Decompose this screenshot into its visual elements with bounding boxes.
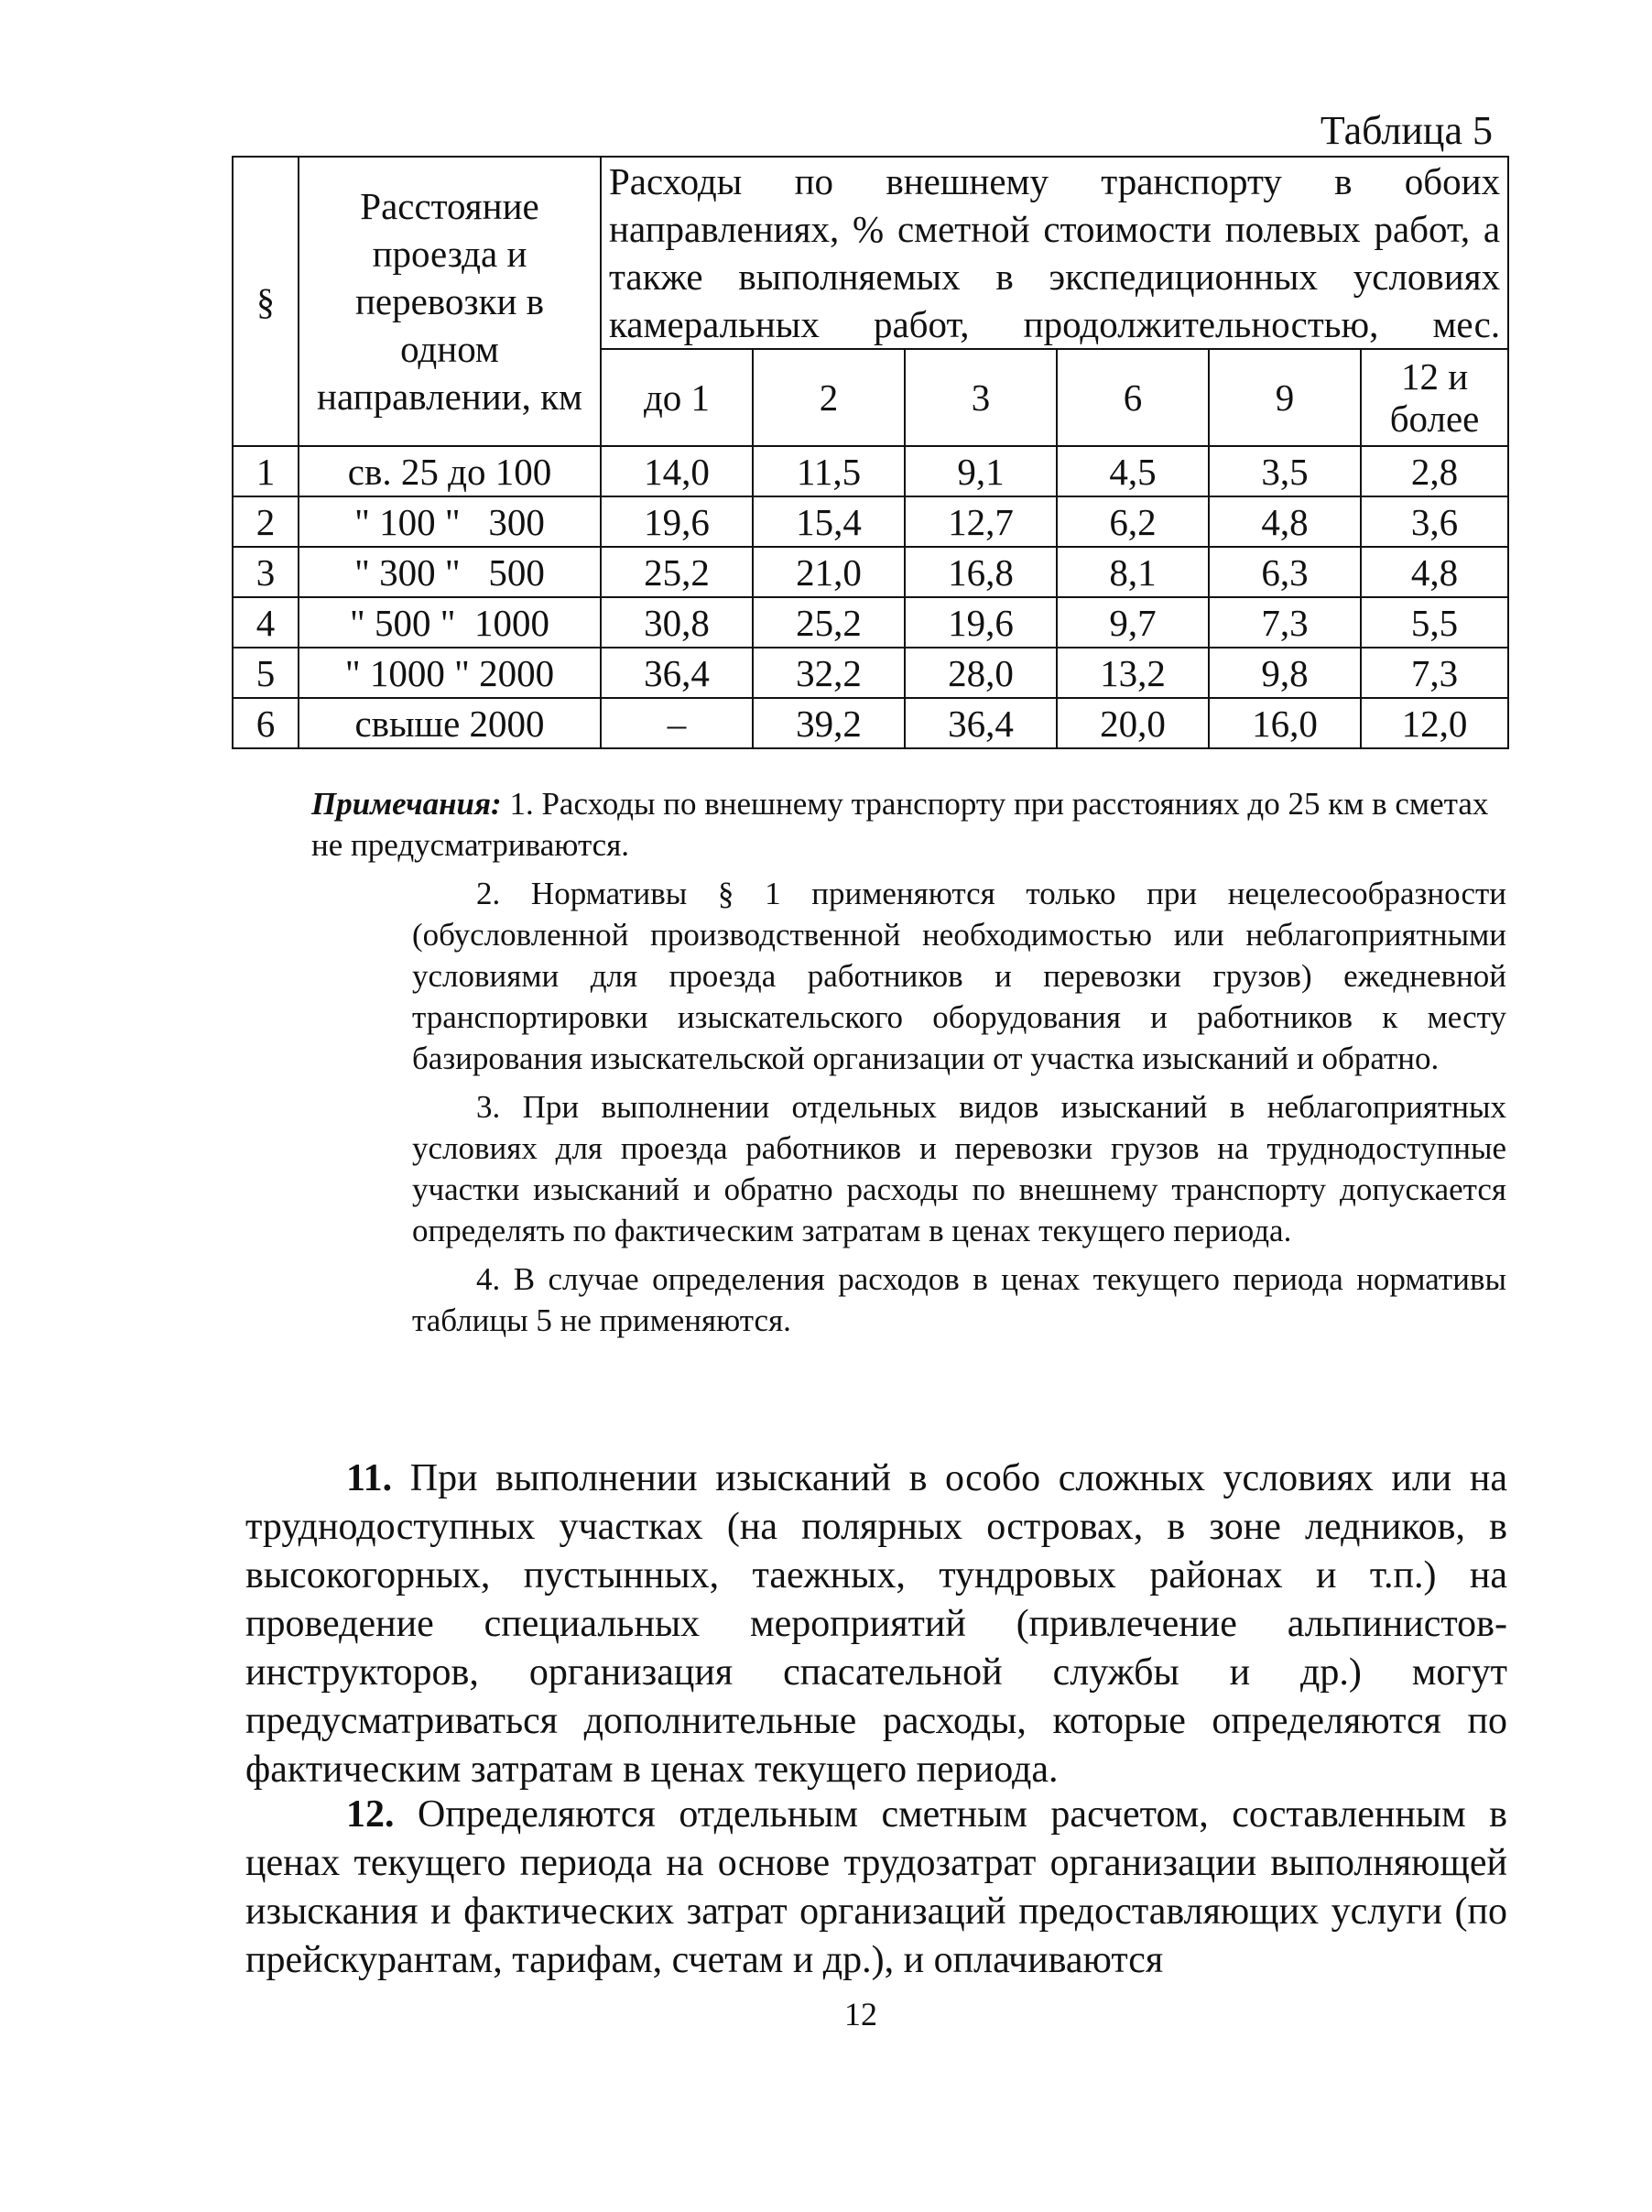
note-text: При выполнении отдельных видов изысканий в неблагоприятных условиях для проезда работников и перевозки грузов на труднодоступные участки изысканий и обратно расходы по внешнему транспорту допускается определять по фактическим затратам в ценах текущего периода. [412,1089,1506,1248]
header-duration: 2 [753,349,905,446]
row-value: 6,3 [1209,547,1361,597]
header-distance: Расстояние проезда и перевозки в одном направлении, км [299,157,601,446]
row-value: 3,6 [1361,496,1508,547]
table-body [233,446,1508,748]
row-value: 7,3 [1209,597,1361,648]
row-value: 16,8 [905,547,1057,597]
row-value: 16,0 [1209,698,1361,748]
row-value: 9,8 [1209,648,1361,698]
row-value: 28,0 [905,648,1057,698]
header-duration: 3 [905,349,1057,446]
row-section: 4 [233,597,299,648]
note-text: Расходы по внешнему транспорту при расстояниях до 25 км в сметах не предусматриваются. [311,786,1489,863]
table-row [233,547,1508,597]
note-item [311,1259,1506,1341]
row-value: 19,6 [905,597,1057,648]
header-costs-group: Расходы по внешнему транспорту в обоих направлениях, % сметной стоимости полевых работ, а также выполняемых в экспедиционных условиях камеральных работ, продолжительностью, мес. [601,157,1508,349]
row-value: 39,2 [753,698,905,748]
row-section: 3 [233,547,299,597]
row-value: 25,2 [753,597,905,648]
row-distance: свыше 2000 [299,698,601,748]
row-distance: " 500 " 1000 [299,597,601,648]
row-distance: " 300 " 500 [299,547,601,597]
row-value: 5,5 [1361,597,1508,648]
notes-lead: Примечания: [311,786,502,822]
row-section: 1 [233,446,299,496]
row-value: 12,7 [905,496,1057,547]
header-duration: до 1 [601,349,753,446]
row-value: – [601,698,753,748]
note-number: 4. [476,1261,501,1297]
note-item [311,1086,1506,1251]
table-caption: Таблица 5 [1320,108,1493,153]
row-value: 13,2 [1057,648,1209,698]
row-value: 7,3 [1361,648,1508,698]
note-text: Нормативы § 1 применяются только при нецелесообразности (обусловленной производственной необходимостью или неблагоприятными условиями для проезда работников и перевозки грузов) ежедневной транспортировки изыскательского оборудования и работников к месту базирования изыскательской организации от участка изысканий и обратно. [412,876,1507,1076]
row-distance: " 100 " 300 [299,496,601,547]
paragraph-11 [245,1455,1507,1794]
row-value: 21,0 [753,547,905,597]
row-value: 30,8 [601,597,753,648]
row-value: 2,8 [1361,446,1508,496]
paragraph-number: 11. [346,1457,393,1499]
paragraph-12 [245,1791,1507,1985]
row-section: 5 [233,648,299,698]
note-number: 2. [476,876,501,911]
table-row [233,648,1508,698]
row-value: 14,0 [601,446,753,496]
row-value: 25,2 [601,547,753,597]
header-duration: 9 [1209,349,1361,446]
row-value: 19,6 [601,496,753,547]
row-value: 9,7 [1057,597,1209,648]
note-item [311,783,1506,866]
row-value: 36,4 [601,648,753,698]
row-value: 36,4 [905,698,1057,748]
header-section: § [233,157,299,446]
row-value: 11,5 [753,446,905,496]
row-value: 8,1 [1057,547,1209,597]
row-value: 6,2 [1057,496,1209,547]
transport-costs-table [232,156,1509,749]
row-section: 2 [233,496,299,547]
table-header-row [233,157,1508,349]
row-section: 6 [233,698,299,748]
row-distance: св. 25 до 100 [299,446,601,496]
table-row [233,496,1508,547]
row-value: 9,1 [905,446,1057,496]
row-value: 32,2 [753,648,905,698]
row-distance: " 1000 " 2000 [299,648,601,698]
table-row [233,597,1508,648]
row-value: 15,4 [753,496,905,547]
paragraph-text: При выполнении изысканий в особо сложных условиях или на труднодоступных участках (на полярных островах, в зоне ледников, в высокогорных, пустынных, таежных, тундровых районах и т.п.) на проведение специальных мероприятий (привлечение альпинистов-инструкторов, организация спасательной службы и др.) могут предусматриваться дополнительные расходы, которые определяются по фактическим затратам в ценах текущего периода. [245,1457,1507,1791]
note-text: В случае определения расходов в ценах текущего периода нормативы таблицы 5 не применяются. [412,1261,1506,1338]
row-value: 3,5 [1209,446,1361,496]
row-value: 20,0 [1057,698,1209,748]
row-value: 4,8 [1209,496,1361,547]
header-duration: 6 [1057,349,1209,446]
page-number: 12 [844,1996,877,2032]
paragraph-number: 12. [346,1793,395,1836]
table-row [233,698,1508,748]
note-number: 1. [509,786,534,822]
header-duration: 12 и более [1361,349,1508,446]
notes-block [311,783,1506,1341]
table-row [233,446,1508,496]
note-number: 3. [476,1089,501,1125]
row-value: 4,5 [1057,446,1209,496]
row-value: 4,8 [1361,547,1508,597]
note-item [311,873,1506,1079]
paragraph-text: Определяются отдельным сметным расчетом, составленным в ценах текущего периода на основе трудозатрат организации выполняющей изыскания и фактических затрат организаций предоставляющих услуги (по прейскурантам, тарифам, счетам и др.), и оплачиваются [245,1793,1507,1981]
row-value: 12,0 [1361,698,1508,748]
